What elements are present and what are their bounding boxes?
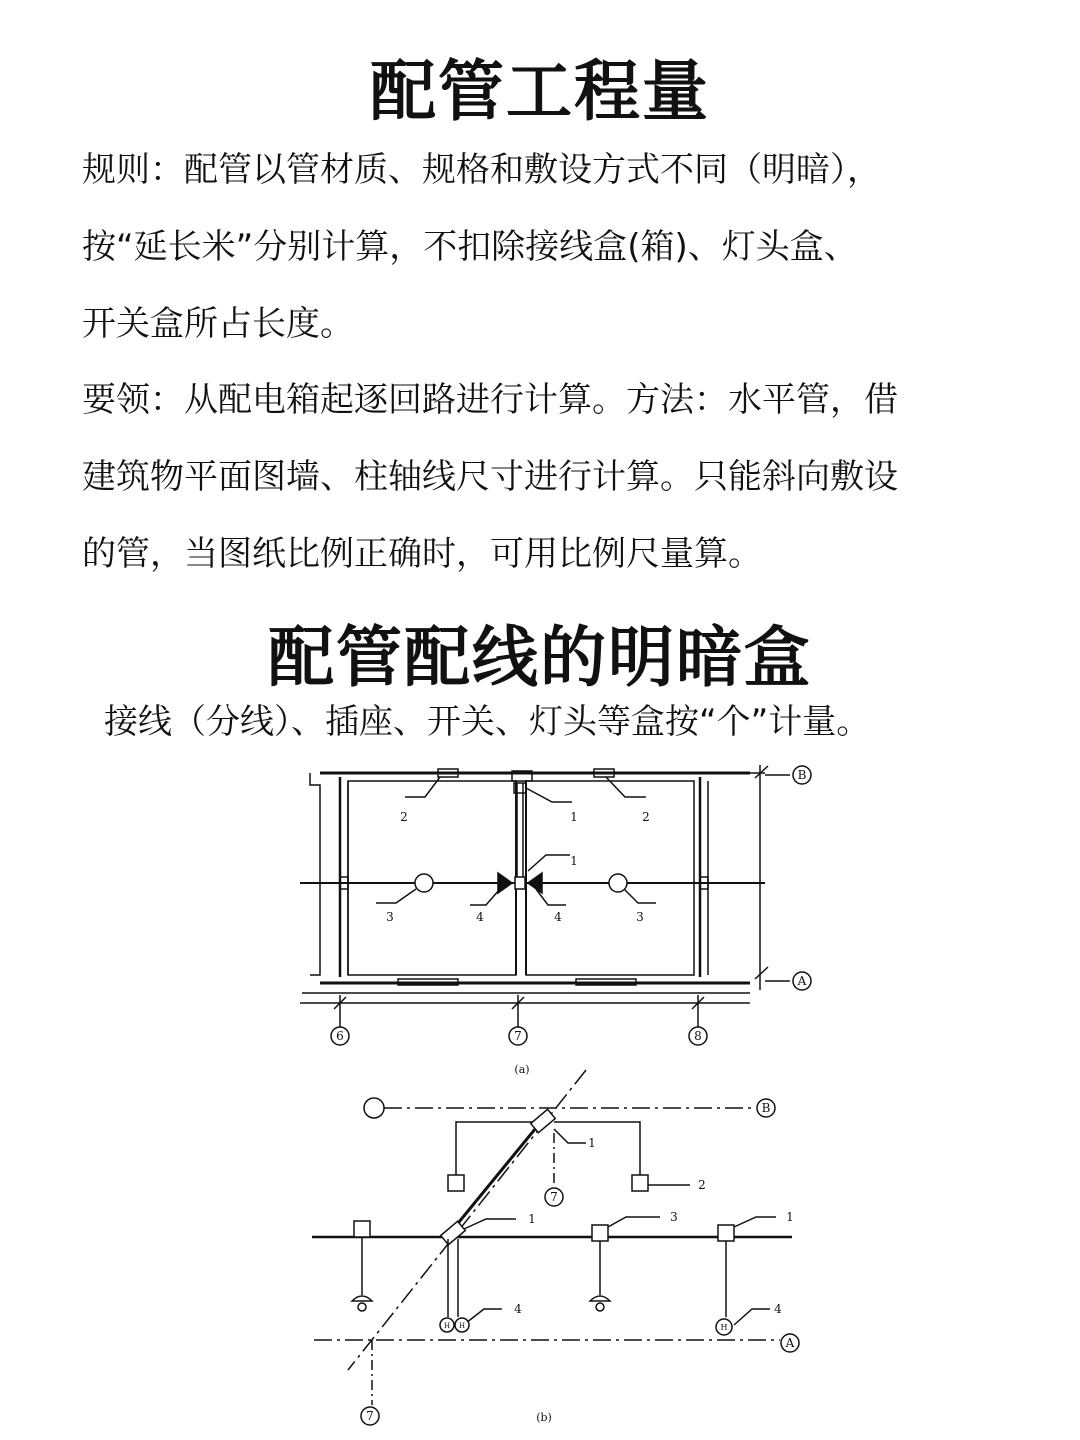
- method-line: 要领：从配电箱起逐回路进行计算。方法：水平管，借: [82, 380, 898, 420]
- rule-line: 规则：配管以管材质、规格和敷设方式不同（明暗），: [82, 150, 881, 190]
- callout-label: 2: [642, 810, 650, 824]
- section1-title: 配管工程量: [370, 53, 710, 130]
- section2-subtitle: 接线（分线）、插座、开关、灯头等盒按“个”计量。: [104, 702, 871, 742]
- axis-label: 7: [550, 1190, 558, 1204]
- callout-label: 4: [514, 1302, 522, 1316]
- axis-label: A: [797, 974, 807, 988]
- axis-label: B: [797, 768, 807, 782]
- method-paragraph: [82, 370, 1012, 601]
- callout-label: 3: [670, 1210, 678, 1224]
- callout-label: 3: [636, 910, 644, 924]
- method-line: 建筑物平面图墙、柱轴线尺寸进行计算。只能斜向敷设: [82, 457, 898, 497]
- axis-label: 8: [694, 1029, 702, 1043]
- callout-label: 1: [786, 1210, 794, 1224]
- figure-caption: (b): [536, 1411, 552, 1424]
- axis-label: 7: [366, 1409, 374, 1423]
- wiring-diagram: [290, 755, 830, 1435]
- callout-label: 1: [588, 1136, 596, 1150]
- section2-title: 配管配线的明暗盒: [268, 619, 812, 696]
- axis-label: A: [785, 1336, 795, 1350]
- rule-paragraph: [82, 140, 1012, 371]
- isometric-wiring-b: [312, 1070, 792, 1405]
- callout-label: 1: [570, 810, 578, 824]
- rule-line: 开关盒所占长度。: [82, 304, 354, 344]
- callout-label: 1: [570, 854, 578, 868]
- callout-label: 1: [528, 1212, 536, 1226]
- axis-label: 7: [514, 1029, 522, 1043]
- callout-label: 4: [476, 910, 484, 924]
- callout-label: 2: [698, 1178, 706, 1192]
- floor-plan-a: [300, 765, 790, 1027]
- rule-line: 按“延长米”分别计算，不扣除接线盒(箱)、灯头盒、: [82, 227, 858, 267]
- figure-caption: (a): [514, 1063, 530, 1076]
- socket-label: H: [458, 1322, 466, 1330]
- callout-label: 4: [774, 1302, 782, 1316]
- socket-label: H: [443, 1322, 451, 1330]
- method-line: 的管，当图纸比例正确时，可用比例尺量算。: [82, 534, 762, 574]
- axis-label: B: [761, 1101, 771, 1115]
- callout-label: 2: [400, 810, 408, 824]
- callout-label: 3: [386, 910, 394, 924]
- callout-label: 4: [554, 910, 562, 924]
- axis-label: 6: [336, 1029, 344, 1043]
- socket-label: H: [720, 1323, 728, 1332]
